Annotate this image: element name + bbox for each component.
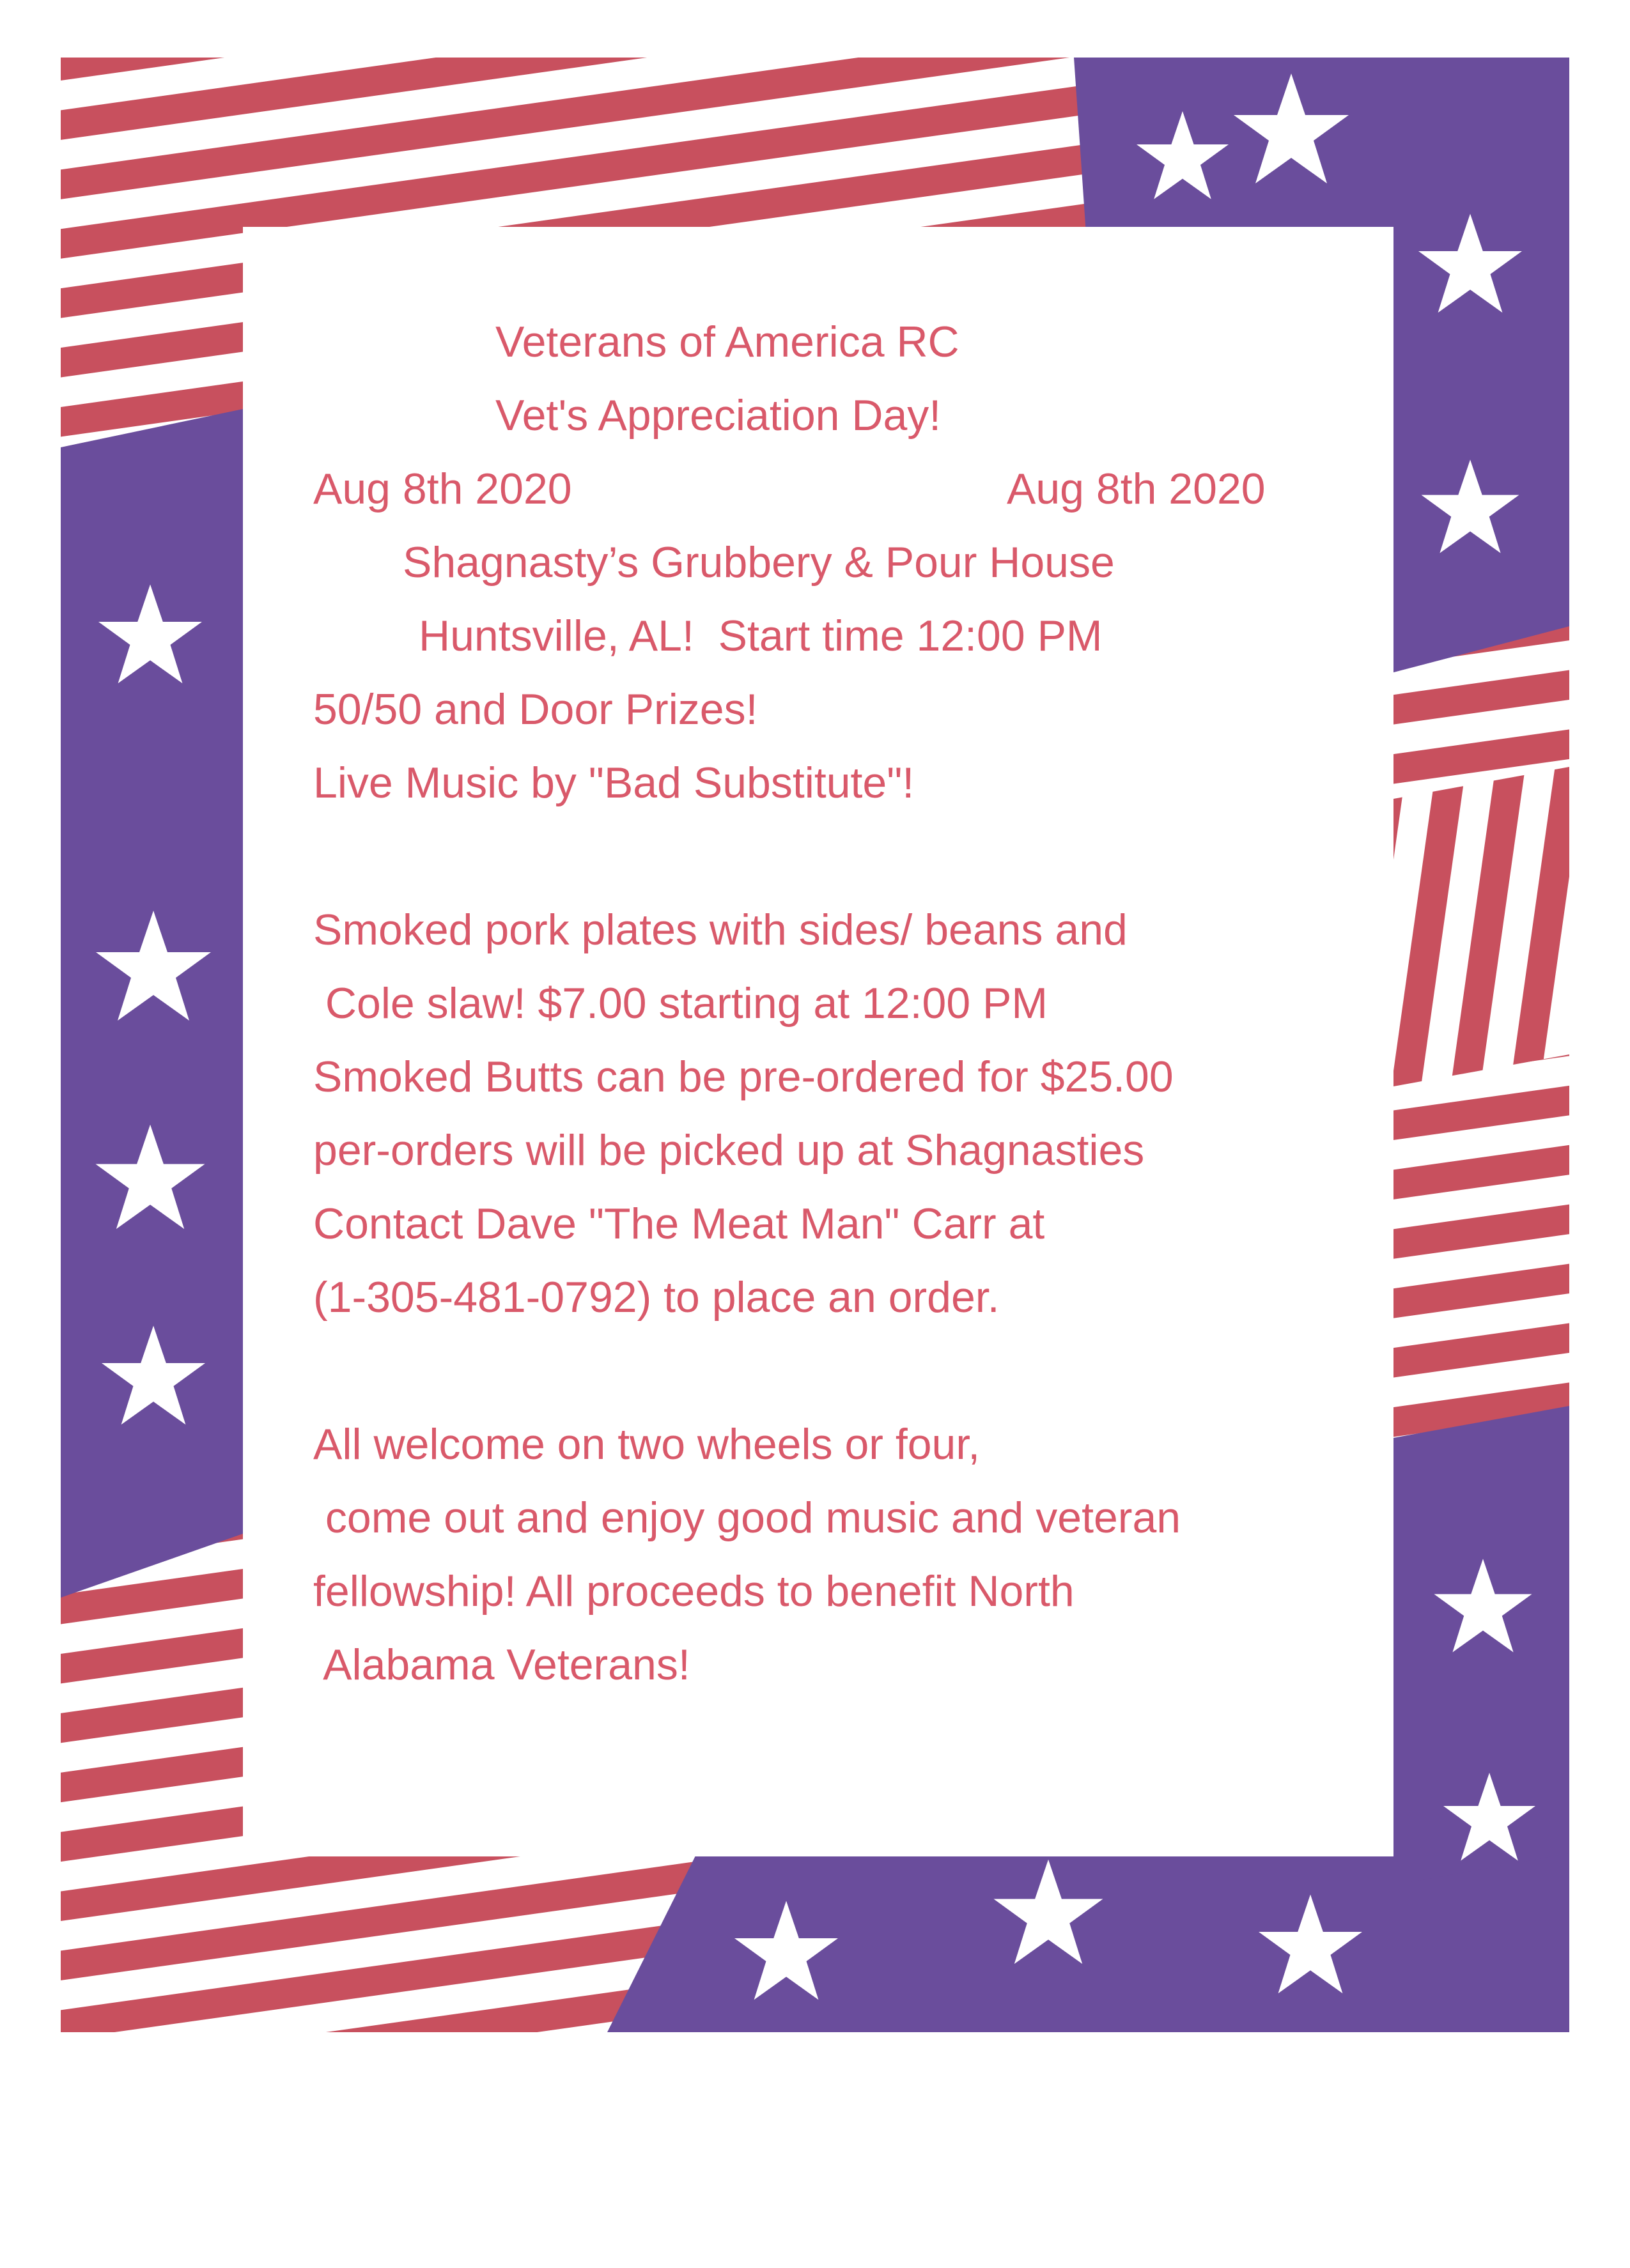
food-line: per-orders will be picked up at Shagnasties	[313, 1126, 1145, 1175]
music-line: Live Music by "Bad Substitute"!	[313, 759, 915, 807]
venue-name: Shagnasty’s Grubbery & Pour House	[403, 538, 1115, 587]
welcome-line: fellowship! All proceeds to benefit North	[313, 1567, 1075, 1616]
phone-line: (1-305-481-0792) to place an order.	[313, 1273, 1000, 1322]
flyer-title: Veterans of America RC	[495, 318, 959, 366]
welcome-line: Alabama Veterans!	[313, 1640, 690, 1689]
flyer-content-panel	[243, 227, 1393, 1856]
prizes-line: 50/50 and Door Prizes!	[313, 685, 758, 734]
star-field-right-middle	[1393, 767, 1569, 1086]
welcome-line: All welcome on two wheels or four,	[313, 1420, 981, 1469]
location-time: Huntsville, AL! Start time 12:00 PM	[419, 612, 1103, 660]
event-date-left: Aug 8th 2020	[313, 465, 572, 513]
flyer-subtitle: Vet's Appreciation Day!	[495, 391, 942, 440]
event-date-right: Aug 8th 2020	[1007, 465, 1266, 513]
food-line: Cole slaw! $7.00 starting at 12:00 PM	[313, 979, 1048, 1028]
food-line: Smoked pork plates with sides/ beans and	[313, 906, 1128, 954]
star-field-left	[61, 409, 243, 1598]
welcome-line: come out and enjoy good music and veteran	[313, 1493, 1181, 1542]
food-line: Smoked Butts can be pre-ordered for $25.00	[313, 1053, 1174, 1101]
contact-line: Contact Dave "The Meat Man" Carr at	[313, 1200, 1045, 1248]
